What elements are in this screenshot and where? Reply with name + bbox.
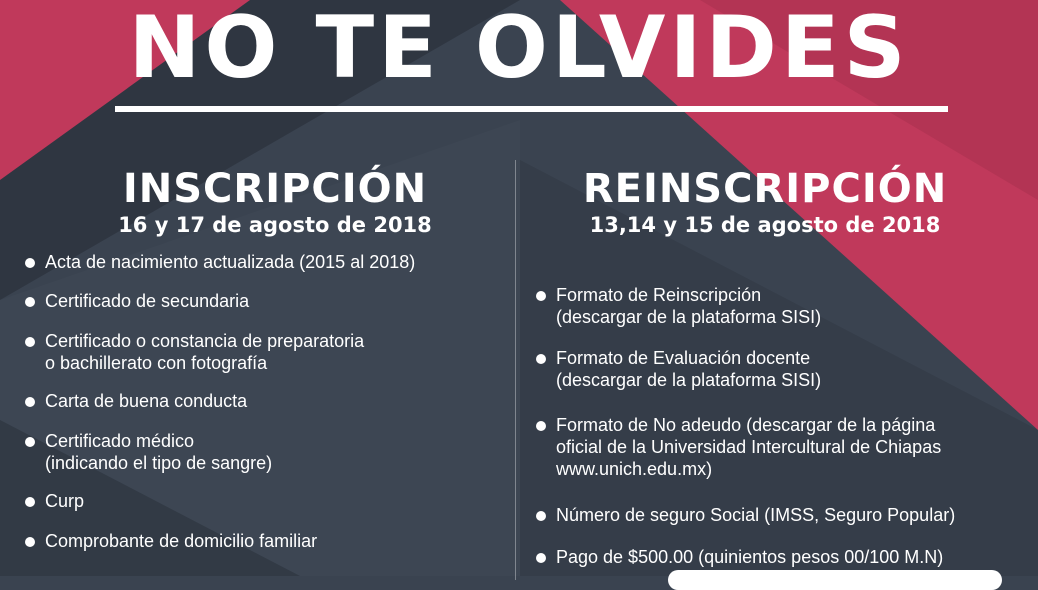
list-item: Formato de No adeudo (descargar de la página oficial de la Universidad Intercultural de Chiapas www.unich.edu.mx) (536, 414, 941, 480)
list-item: Curp (25, 490, 84, 512)
list-item: Certificado de secundaria (25, 290, 249, 312)
inscripcion-heading: INSCRIPCIÓN (122, 166, 428, 212)
list-item: Carta de buena conducta (25, 390, 247, 412)
account-number-pill (668, 570, 1002, 590)
list-item: Número de seguro Social (IMSS, Seguro Popular) (536, 504, 955, 526)
list-item: Formato de Evaluación docente (descargar de la plataforma SISI) (536, 347, 821, 391)
list-item: Formato de Reinscripción (descargar de la plataforma SISI) (536, 284, 821, 328)
column-divider (515, 160, 516, 580)
inscripcion-dates: 16 y 17 de agosto de 2018 (118, 213, 432, 237)
list-item: Certificado o constancia de preparatoria o bachillerato con fotografía (25, 330, 364, 374)
list-item: Comprobante de domicilio familiar (25, 530, 317, 552)
reinscripcion-requirements-list (536, 0, 1036, 576)
reinscripcion-heading: REINSCRIPCIÓN (582, 166, 948, 212)
list-item: Certificado médico (indicando el tipo de sangre) (25, 430, 272, 474)
inscripcion-requirements-list (25, 0, 505, 576)
page-title: NO TE OLVIDES (128, 0, 910, 98)
list-item: Pago de $500.00 (quinientos pesos 00/100 M.N) (536, 546, 943, 568)
list-item: Acta de nacimiento actualizada (2015 al 2018) (25, 251, 415, 273)
reinscripcion-dates: 13,14 y 15 de agosto de 2018 (589, 213, 941, 237)
